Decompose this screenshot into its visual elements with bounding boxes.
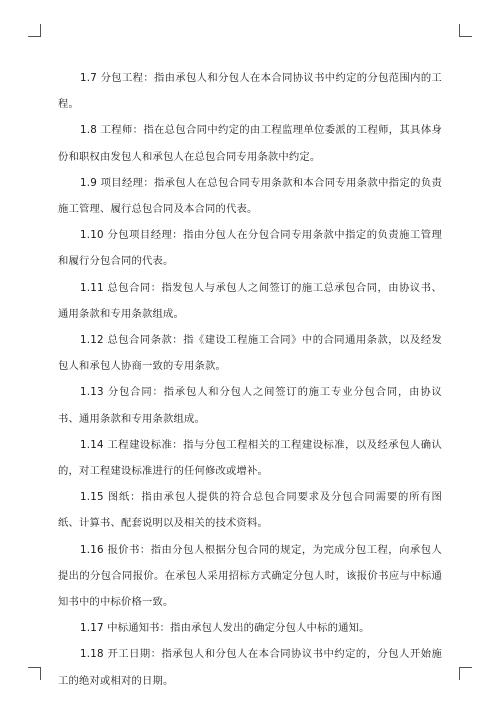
clause-1-12: 1.12 总包合同条款：指《建设工程施工合同》中的合同通用条款，以及经发包人和承包人协商一致的专用条款。	[58, 334, 442, 373]
crop-mark-bottom-left	[28, 667, 40, 668]
clause-1-11: 1.11 总包合同：指发包人与承包人之间签订的施工总承包合同，由协议书、通用条款和专用条款组成。	[58, 281, 442, 320]
clause-1-15: 1.15 图纸：指由承包人提供的符合总包合同要求及分包合同需要的所有图纸、计算书、配套说明以及相关的技术资料。	[58, 491, 442, 530]
document-body	[58, 65, 442, 694]
crop-mark-bottom-left	[40, 667, 41, 680]
clause-1-10: 1.10 分包项目经理：指由分包人在分包合同专用条款中指定的负责施工管理和履行分包合同的代表。	[58, 229, 442, 268]
clause-1-8: 1.8 工程师：指在总包合同中约定的由工程监理单位委派的工程师，其具体身份和职权由发包人和承包人在总包合同专用条款中约定。	[58, 124, 442, 163]
clause-1-13: 1.13 分包合同：指承包人和分包人之间签订的施工专业分包合同，由协议书、通用条款和专用条款组成。	[58, 386, 442, 425]
crop-mark-top-left	[28, 36, 40, 37]
clause-1-17: 1.17 中标通知书：指由承包人发出的确定分包人中标的通知。	[80, 622, 370, 635]
crop-mark-bottom-right	[459, 667, 460, 680]
crop-mark-top-right	[460, 36, 472, 37]
crop-mark-top-right	[459, 24, 460, 37]
clause-1-9: 1.9 项目经理：指承包人在总包合同专用条款和本合同专用条款中指定的负责施工管理、履行总包合同及本合同的代表。	[58, 176, 442, 216]
clause-1-14: 1.14 工程建设标准：指与分包工程相关的工程建设标准，以及经承包人确认的，对工程建设标准进行的任何修改或增补。	[58, 438, 442, 478]
clause-1-7: 1.7 分包工程：指由承包人和分包人在本合同协议书中约定的分包范围内的工程。	[58, 72, 442, 111]
crop-mark-bottom-right	[460, 667, 472, 668]
clause-1-16: 1.16 报价书：指由分包人根据分包合同的规定，为完成分包工程，向承包人提出的分包合同报价。在承包人采用招标方式确定分包人时，该报价书应与中标通知书中的中标价格一致。	[58, 543, 442, 609]
clause-1-18: 1.18 开工日期：指承包人和分包人在本合同协议书中约定的，分包人开始施工的绝对或相对的日期。	[58, 648, 442, 687]
crop-mark-top-left	[40, 24, 41, 37]
